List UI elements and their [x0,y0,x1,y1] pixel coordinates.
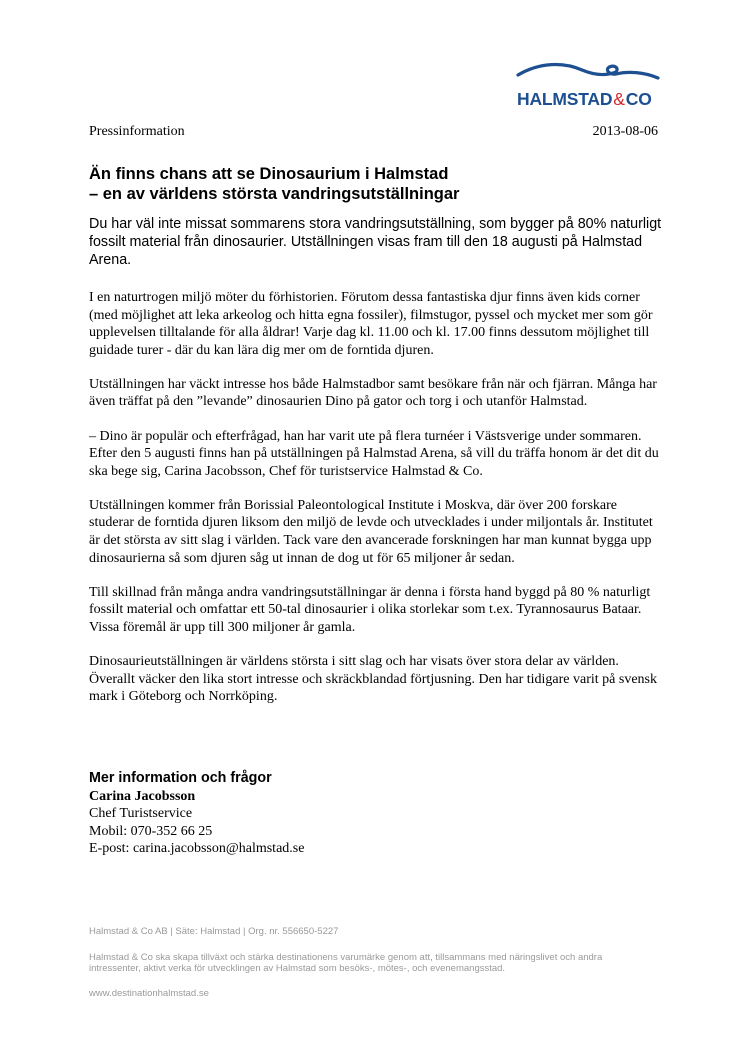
contact-phone: Mobil: 070-352 66 25 [89,823,213,839]
footer-website: www.destinationhalmstad.se [89,987,209,999]
body-paragraph: – Dino är populär och efterfrågad, han har varit ute på flera turnéer i Västsverige under sommaren. Efter den 5 augusti finns han på utställningen på Halmstad Arena, så vill du träffa honom är det dit du ska bege sig, Carina Jacobsson, Chef för turistservice Halmstad & Co. [89,428,659,479]
body-paragraph: I en naturtrogen miljö möter du förhistorien. Förutom dessa fantastiska djur finns även kids corner (med möjlighet att leka arkeolog och hitta egna fossiler), filmstugor, pyssel och mycket mer som gör upplevelsen tilltalande för alla åldrar! Varje dag kl. 11.00 och kl. 17.00 finns dessutom möjlighet till guidade turer - där du kan lära dig mer om de forntida djuren. [89,290,653,358]
contact-email: E-post: carina.jacobsson@halmstad.se [89,841,305,857]
wave-logo-icon [512,58,662,88]
company-logo [512,58,662,108]
logo-ampersand: & [613,89,625,109]
body-paragraph: Till skillnad från många andra vandringsutställningar är denna i första hand byggd på 80 % naturligt fossilt material och omfattar ett 50-tal dinosaurier i olika storlekar som t.ex. Tyrannosaurus Bataar. Vissa föremål är upp till 300 miljoner år gamla. [89,584,651,635]
article-title [89,164,669,204]
logo-co: CO [625,89,652,109]
title-line-2: – en av världens största vandringsutställningar [89,185,460,203]
body-paragraph: Dinosaurieutställningen är världens största i sitt slag och har visats över stora delar av världen. Överallt väcker den lika stort intresse och skräckblandad förtjusning. Den har tidigare varit på svensk mark i Göteborg och Norrköping. [89,654,657,705]
page-footer [89,926,649,999]
document-type-label: Pressinformation [89,124,185,139]
footer-company-info: Halmstad & Co AB | Säte: Halmstad | Org. nr. 556650-5227 [89,926,339,937]
contact-heading: Mer information och frågor [89,770,272,786]
logo-wordmark [517,89,652,110]
contact-block [89,770,304,858]
footer-mission-statement: Halmstad & Co ska skapa tillväxt och stärka destinationens varumärke genom att, tillsammans med näringslivet och andra intressenter, aktivt verka för utvecklingen av Halmstad som besöks-, mötes-, och evenemangsstad. [89,951,603,974]
contact-role: Chef Turistservice [89,806,193,822]
contact-name: Carina Jacobsson [89,788,196,804]
title-line-1: Än finns chans att se Dinosaurium i Halmstad [89,165,449,183]
document-date: 2013-08-06 [592,124,658,139]
article-body [89,289,664,722]
lead-paragraph: Du har väl inte missat sommarens stora vandringsutställning, som bygger på 80% naturligt fossilt material från dinosaurier. Utställningen visas fram till den 18 augusti på Halmstad Arena. [89,216,662,268]
body-paragraph: Utställningen kommer från Borissial Paleontological Institute i Moskva, där över 200 forskare studerar de forntida djuren liksom den miljö de levde och utvecklades i under miljontals år. Institutet är det största av sitt slag i världen. Tack vare den avancerade forskningen har man kunnat bygga upp dinosaurierna så som djuren såg ut innan de dog ut för 65 miljoner år sedan. [89,497,653,566]
body-paragraph: Utställningen har väckt intresse hos både Halmstadbor samt besökare från när och fjärran. Många har även träffat på den ”levande” dinosaurien Dino på gator och torg i och utanför Halmstad. [89,376,657,410]
logo-name: HALMSTAD [517,89,613,109]
